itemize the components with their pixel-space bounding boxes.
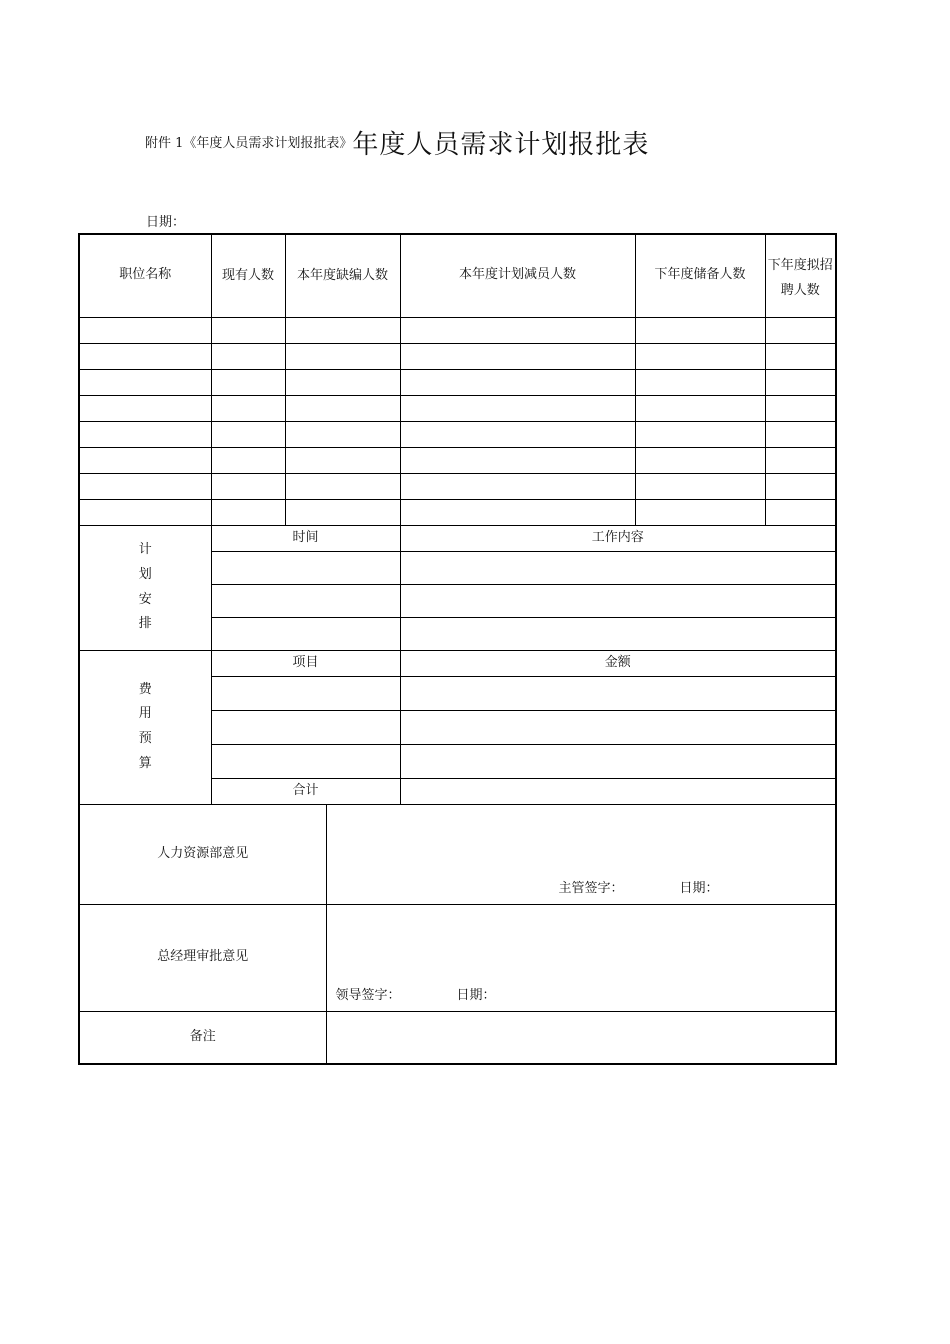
cell-position[interactable] (79, 317, 211, 343)
budget-section-label (79, 650, 211, 804)
table-row (79, 447, 836, 473)
budget-label-char: 预 (138, 731, 152, 746)
cell-reduce[interactable] (400, 317, 635, 343)
budget-amount-cell[interactable] (400, 710, 836, 744)
plan-section-label (79, 525, 211, 650)
cell-recruit[interactable] (765, 499, 836, 525)
cell-reserve[interactable] (635, 343, 765, 369)
table-row (79, 473, 836, 499)
plan-time-cell[interactable] (211, 617, 400, 650)
hr-signature-line (559, 877, 719, 902)
cell-shortage[interactable] (285, 395, 400, 421)
cell-shortage[interactable] (285, 369, 400, 395)
document-title (145, 124, 865, 161)
hr-sign-label: 主管签字： (558, 880, 624, 896)
cell-current[interactable] (211, 499, 285, 525)
cell-recruit[interactable] (765, 395, 836, 421)
budget-label-char: 用 (138, 706, 152, 722)
header-next-year-reserve: 下年度储备人数 (635, 234, 765, 317)
hr-opinion-label: 人力资源部意见 (79, 804, 326, 904)
cell-recruit[interactable] (765, 369, 836, 395)
budget-total-amount[interactable] (400, 778, 836, 804)
table-row (79, 421, 836, 447)
cell-reduce[interactable] (400, 395, 635, 421)
cell-reduce[interactable] (400, 447, 635, 473)
plan-content-cell[interactable] (400, 584, 836, 617)
cell-position[interactable] (79, 499, 211, 525)
cell-reduce[interactable] (400, 421, 635, 447)
cell-shortage[interactable] (285, 499, 400, 525)
cell-reserve[interactable] (635, 395, 765, 421)
budget-label-char: 算 (138, 755, 152, 771)
gm-opinion-row (79, 904, 836, 1011)
budget-total-label: 合计 (211, 778, 400, 804)
cell-reserve[interactable] (635, 447, 765, 473)
remarks-field[interactable] (326, 1011, 836, 1064)
cell-shortage[interactable] (285, 421, 400, 447)
plan-header-row (79, 525, 836, 551)
cell-reduce[interactable] (400, 473, 635, 499)
cell-recruit[interactable] (765, 317, 836, 343)
plan-time-header: 时间 (211, 525, 400, 551)
cell-current[interactable] (211, 317, 285, 343)
plan-label-char: 计 (138, 542, 152, 558)
gm-sign-label: 领导签字： (335, 987, 401, 1003)
approval-form-table (78, 233, 837, 1065)
table-row (79, 317, 836, 343)
budget-item-cell[interactable] (211, 710, 400, 744)
budget-amount-cell[interactable] (400, 676, 836, 710)
cell-position[interactable] (79, 395, 211, 421)
header-planned-reduction: 本年度计划减员人数 (400, 234, 635, 317)
header-current-staff: 现有人数 (211, 234, 285, 317)
cell-reserve[interactable] (635, 499, 765, 525)
budget-item-header: 项目 (211, 650, 400, 676)
table-row (79, 343, 836, 369)
cell-current[interactable] (211, 343, 285, 369)
cell-position[interactable] (79, 447, 211, 473)
cell-current[interactable] (211, 395, 285, 421)
attachment-prefix: 附件 1《年度人员需求计划报批表》 (145, 136, 353, 151)
plan-label-char: 安 (138, 591, 152, 607)
remarks-label: 备注 (79, 1011, 326, 1064)
cell-reduce[interactable] (400, 369, 635, 395)
cell-reserve[interactable] (635, 421, 765, 447)
cell-reserve[interactable] (635, 317, 765, 343)
gm-opinion-label: 总经理审批意见 (79, 904, 326, 1011)
header-next-year-recruit: 下年度拟招聘人数 (765, 234, 836, 317)
cell-reserve[interactable] (635, 473, 765, 499)
plan-content-header: 工作内容 (400, 525, 836, 551)
cell-current[interactable] (211, 421, 285, 447)
budget-amount-cell[interactable] (400, 744, 836, 778)
table-row (79, 369, 836, 395)
hr-opinion-row (79, 804, 836, 904)
header-row (79, 234, 836, 317)
header-position: 职位名称 (79, 234, 211, 317)
cell-current[interactable] (211, 447, 285, 473)
cell-shortage[interactable] (285, 317, 400, 343)
cell-recruit[interactable] (765, 473, 836, 499)
budget-header-row (79, 650, 836, 676)
cell-position[interactable] (79, 473, 211, 499)
budget-item-cell[interactable] (211, 744, 400, 778)
cell-recruit[interactable] (765, 447, 836, 473)
form-date-label: 日期： (146, 215, 186, 230)
cell-recruit[interactable] (765, 343, 836, 369)
cell-current[interactable] (211, 473, 285, 499)
hr-opinion-field[interactable] (326, 804, 836, 904)
cell-reduce[interactable] (400, 343, 635, 369)
page-title: 年度人员需求计划报批表 (352, 130, 650, 160)
plan-time-cell[interactable] (211, 551, 400, 584)
remarks-row (79, 1011, 836, 1064)
budget-amount-header: 金额 (400, 650, 836, 676)
cell-current[interactable] (211, 369, 285, 395)
cell-shortage[interactable] (285, 447, 400, 473)
plan-label-char: 划 (138, 566, 152, 582)
cell-position[interactable] (79, 343, 211, 369)
plan-content-cell[interactable] (400, 617, 836, 650)
table-row (79, 395, 836, 421)
gm-date-label: 日期： (456, 987, 496, 1003)
cell-position[interactable] (79, 421, 211, 447)
plan-content-cell[interactable] (400, 551, 836, 584)
plan-label-char: 排 (138, 616, 152, 632)
cell-shortage[interactable] (285, 343, 400, 369)
cell-position[interactable] (79, 369, 211, 395)
cell-shortage[interactable] (285, 473, 400, 499)
table-row (79, 499, 836, 525)
budget-item-cell[interactable] (211, 676, 400, 710)
gm-signature-line (336, 984, 496, 1009)
gm-opinion-field[interactable] (326, 904, 836, 1011)
cell-reserve[interactable] (635, 369, 765, 395)
budget-label-char: 费 (138, 681, 152, 697)
cell-recruit[interactable] (765, 421, 836, 447)
cell-reduce[interactable] (400, 499, 635, 525)
hr-date-label: 日期： (679, 880, 719, 896)
header-shortage: 本年度缺编人数 (285, 234, 400, 317)
plan-time-cell[interactable] (211, 584, 400, 617)
